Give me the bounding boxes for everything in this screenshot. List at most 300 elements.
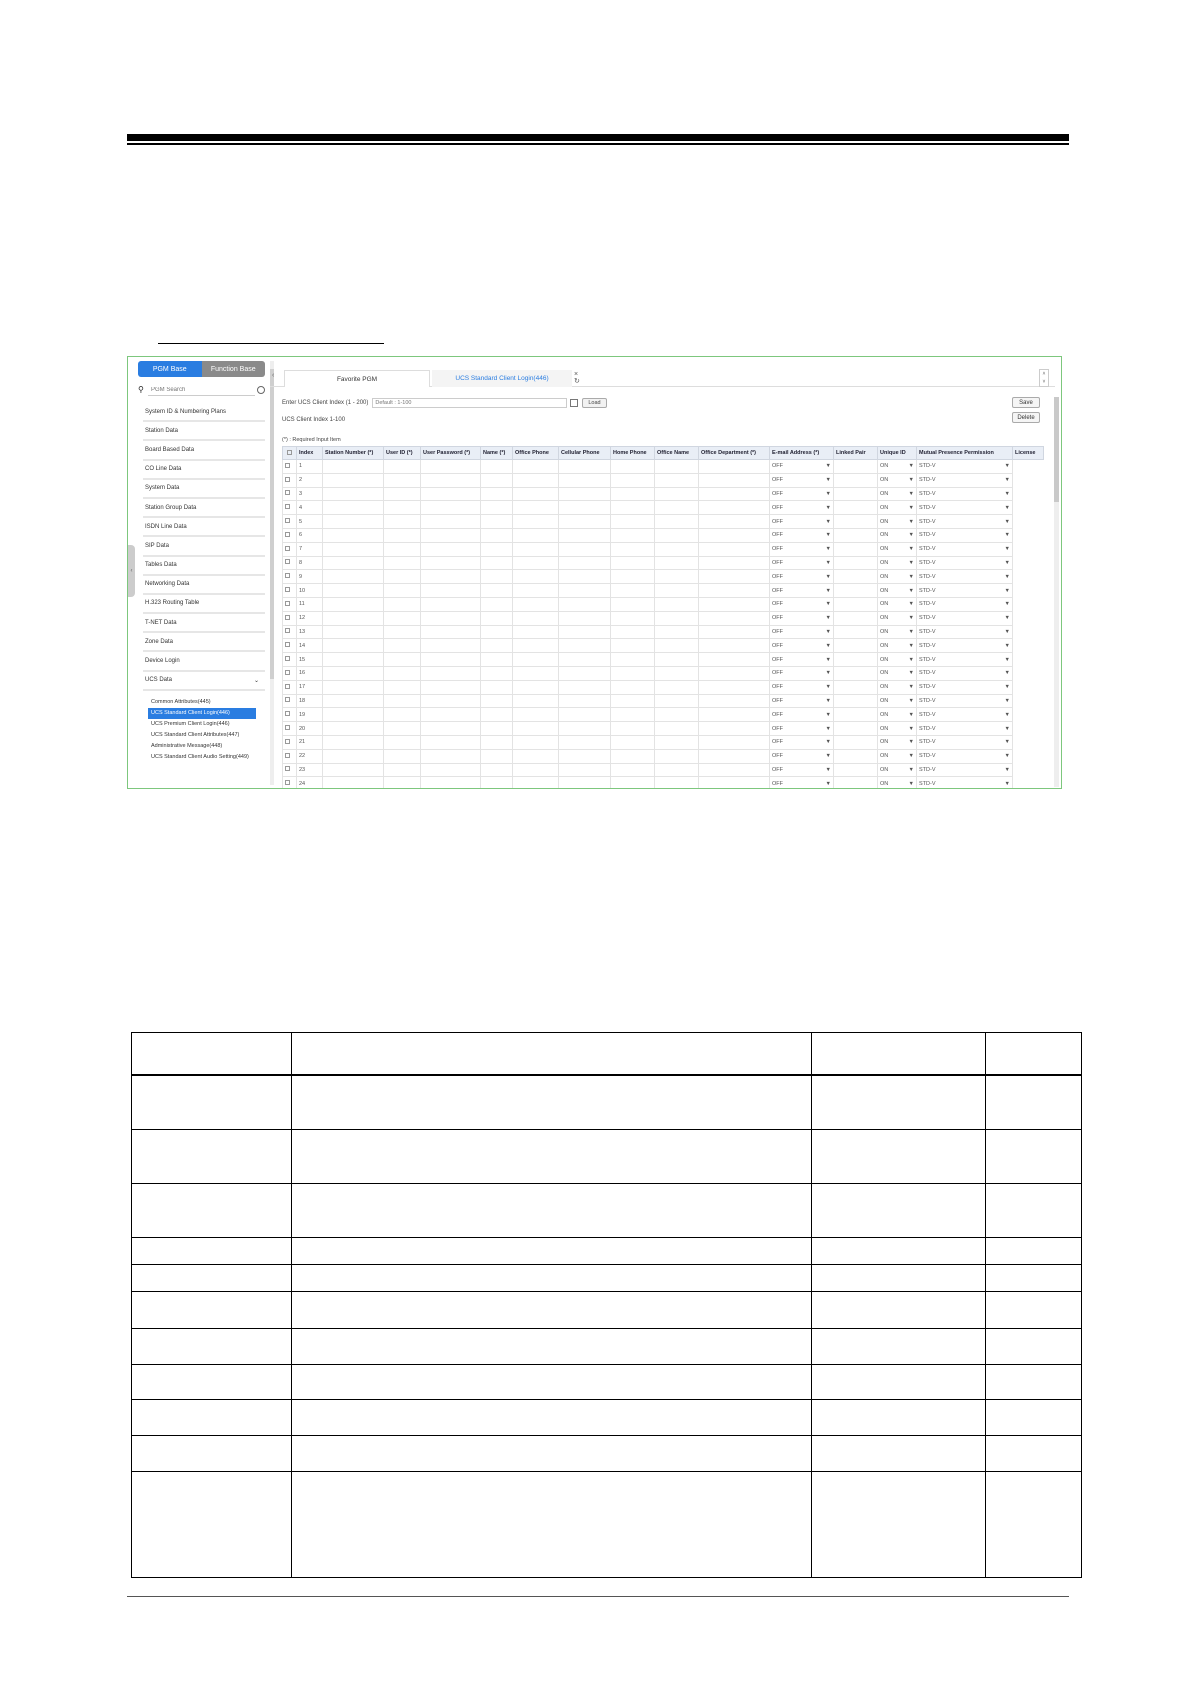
text-cell[interactable] <box>513 556 559 570</box>
sidebar-item-sip-data[interactable]: SIP Data <box>143 537 265 556</box>
text-cell[interactable] <box>611 611 655 625</box>
text-cell[interactable] <box>323 666 384 680</box>
text-cell[interactable] <box>611 501 655 515</box>
sidebar-item-ucs-data[interactable] <box>143 672 265 691</box>
text-cell[interactable] <box>481 487 513 501</box>
main-scrollbar[interactable] <box>1054 397 1059 787</box>
unique-id-cell[interactable] <box>834 777 878 789</box>
unique-id-cell[interactable] <box>834 460 878 474</box>
text-cell[interactable] <box>421 680 481 694</box>
license-select[interactable] <box>917 735 1013 749</box>
text-cell[interactable] <box>559 777 611 789</box>
text-cell[interactable] <box>513 460 559 474</box>
text-cell[interactable] <box>384 777 421 789</box>
row-checkbox[interactable] <box>283 625 297 639</box>
text-cell[interactable] <box>323 597 384 611</box>
text-cell[interactable] <box>513 487 559 501</box>
text-cell[interactable] <box>323 460 384 474</box>
text-cell[interactable] <box>421 694 481 708</box>
text-cell[interactable] <box>655 597 699 611</box>
text-cell[interactable] <box>384 735 421 749</box>
linked-pair-select[interactable] <box>770 473 834 487</box>
license-select[interactable] <box>917 597 1013 611</box>
row-checkbox[interactable] <box>283 460 297 474</box>
text-cell[interactable] <box>611 763 655 777</box>
sidebar-item-board-based-data[interactable]: Board Based Data <box>143 441 265 460</box>
text-cell[interactable] <box>655 639 699 653</box>
license-select[interactable] <box>917 570 1013 584</box>
license-select[interactable] <box>917 680 1013 694</box>
text-cell[interactable] <box>559 680 611 694</box>
mutual-presence-select[interactable] <box>878 708 917 722</box>
text-cell[interactable] <box>611 722 655 736</box>
sidebar-item-tnet-data[interactable]: T-NET Data <box>143 614 265 633</box>
text-cell[interactable] <box>421 708 481 722</box>
linked-pair-select[interactable] <box>770 708 834 722</box>
text-cell[interactable] <box>513 708 559 722</box>
text-cell[interactable] <box>384 487 421 501</box>
text-cell[interactable] <box>481 460 513 474</box>
text-cell[interactable] <box>384 528 421 542</box>
license-select[interactable] <box>917 763 1013 777</box>
text-cell[interactable] <box>655 501 699 515</box>
sidebar-item-networking-data[interactable]: Networking Data <box>143 576 265 595</box>
text-cell[interactable] <box>699 584 770 598</box>
text-cell[interactable] <box>513 722 559 736</box>
unique-id-cell[interactable] <box>834 722 878 736</box>
text-cell[interactable] <box>611 653 655 667</box>
text-cell[interactable] <box>611 473 655 487</box>
text-cell[interactable] <box>611 584 655 598</box>
linked-pair-select[interactable] <box>770 597 834 611</box>
text-cell[interactable] <box>384 763 421 777</box>
linked-pair-select[interactable] <box>770 611 834 625</box>
text-cell[interactable] <box>611 556 655 570</box>
mutual-presence-select[interactable] <box>878 666 917 680</box>
mutual-presence-select[interactable] <box>878 542 917 556</box>
unique-id-cell[interactable] <box>834 763 878 777</box>
text-cell[interactable] <box>421 749 481 763</box>
text-cell[interactable] <box>559 487 611 501</box>
text-cell[interactable] <box>323 722 384 736</box>
text-cell[interactable] <box>611 666 655 680</box>
linked-pair-select[interactable] <box>770 570 834 584</box>
text-cell[interactable] <box>655 722 699 736</box>
text-cell[interactable] <box>384 473 421 487</box>
mutual-presence-select[interactable] <box>878 501 917 515</box>
text-cell[interactable] <box>699 542 770 556</box>
text-cell[interactable] <box>421 584 481 598</box>
text-cell[interactable] <box>481 584 513 598</box>
close-icon[interactable]: × ↻ <box>574 371 580 385</box>
load-button[interactable]: Load <box>582 398 606 408</box>
text-cell[interactable] <box>655 625 699 639</box>
text-cell[interactable] <box>323 473 384 487</box>
text-cell[interactable] <box>513 528 559 542</box>
text-cell[interactable] <box>699 528 770 542</box>
text-cell[interactable] <box>481 735 513 749</box>
unique-id-cell[interactable] <box>834 542 878 556</box>
text-cell[interactable] <box>655 556 699 570</box>
linked-pair-select[interactable] <box>770 694 834 708</box>
text-cell[interactable] <box>699 515 770 529</box>
row-checkbox[interactable] <box>283 473 297 487</box>
text-cell[interactable] <box>384 611 421 625</box>
save-button[interactable]: Save <box>1012 397 1040 408</box>
text-cell[interactable] <box>699 722 770 736</box>
text-cell[interactable] <box>421 528 481 542</box>
text-cell[interactable] <box>513 680 559 694</box>
mutual-presence-select[interactable] <box>878 570 917 584</box>
linked-pair-select[interactable] <box>770 515 834 529</box>
text-cell[interactable] <box>611 694 655 708</box>
text-cell[interactable] <box>655 680 699 694</box>
sidebar-item-co-line-data[interactable]: CO Line Data <box>143 461 265 480</box>
text-cell[interactable] <box>699 570 770 584</box>
row-checkbox[interactable] <box>283 735 297 749</box>
text-cell[interactable] <box>513 666 559 680</box>
submenu-ucs-audio-setting[interactable]: UCS Standard Client Audio Setting(449) <box>151 754 249 760</box>
text-cell[interactable] <box>323 501 384 515</box>
text-cell[interactable] <box>421 611 481 625</box>
text-cell[interactable] <box>611 625 655 639</box>
text-cell[interactable] <box>559 570 611 584</box>
mutual-presence-select[interactable] <box>878 487 917 501</box>
row-checkbox[interactable] <box>283 749 297 763</box>
linked-pair-select[interactable] <box>770 625 834 639</box>
text-cell[interactable] <box>699 501 770 515</box>
text-cell[interactable] <box>513 763 559 777</box>
sidebar-item-system-id[interactable]: System ID & Numbering Plans <box>143 403 265 422</box>
text-cell[interactable] <box>384 542 421 556</box>
sidebar-item-device-login[interactable]: Device Login <box>143 652 265 671</box>
mutual-presence-select[interactable] <box>878 460 917 474</box>
tab-function-base[interactable]: Function Base <box>202 361 266 377</box>
text-cell[interactable] <box>699 653 770 667</box>
text-cell[interactable] <box>323 777 384 789</box>
text-cell[interactable] <box>323 639 384 653</box>
submenu-ucs-standard-attributes[interactable]: UCS Standard Client Attributes(447) <box>151 732 240 738</box>
text-cell[interactable] <box>384 570 421 584</box>
license-select[interactable] <box>917 487 1013 501</box>
text-cell[interactable] <box>611 597 655 611</box>
text-cell[interactable] <box>421 722 481 736</box>
license-select[interactable] <box>917 611 1013 625</box>
text-cell[interactable] <box>421 570 481 584</box>
unique-id-cell[interactable] <box>834 653 878 667</box>
row-checkbox[interactable] <box>283 680 297 694</box>
text-cell[interactable] <box>384 680 421 694</box>
text-cell[interactable] <box>611 487 655 501</box>
text-cell[interactable] <box>699 556 770 570</box>
mutual-presence-select[interactable] <box>878 777 917 789</box>
text-cell[interactable] <box>481 515 513 529</box>
text-cell[interactable] <box>559 639 611 653</box>
text-cell[interactable] <box>323 570 384 584</box>
text-cell[interactable] <box>611 708 655 722</box>
text-cell[interactable] <box>655 515 699 529</box>
text-cell[interactable] <box>611 542 655 556</box>
tab-ucs-standard-login[interactable]: UCS Standard Client Login(446) <box>432 370 572 387</box>
text-cell[interactable] <box>513 777 559 789</box>
sidebar-item-station-data[interactable]: Station Data <box>143 422 265 441</box>
text-cell[interactable] <box>559 515 611 529</box>
mutual-presence-select[interactable] <box>878 625 917 639</box>
text-cell[interactable] <box>481 556 513 570</box>
linked-pair-select[interactable] <box>770 556 834 570</box>
text-cell[interactable] <box>699 473 770 487</box>
chevron-left-icon[interactable]: ‹ <box>272 372 275 379</box>
linked-pair-select[interactable] <box>770 666 834 680</box>
delete-button[interactable]: Delete <box>1012 412 1040 423</box>
license-select[interactable] <box>917 501 1013 515</box>
text-cell[interactable] <box>384 584 421 598</box>
text-cell[interactable] <box>384 749 421 763</box>
mutual-presence-select[interactable] <box>878 694 917 708</box>
text-cell[interactable] <box>384 501 421 515</box>
row-checkbox[interactable] <box>283 722 297 736</box>
text-cell[interactable] <box>559 528 611 542</box>
text-cell[interactable] <box>513 597 559 611</box>
mutual-presence-select[interactable] <box>878 749 917 763</box>
unique-id-cell[interactable] <box>834 515 878 529</box>
sidebar-item-system-data[interactable]: System Data <box>143 480 265 499</box>
submenu-ucs-standard-login[interactable]: UCS Standard Client Login(446) <box>148 708 256 719</box>
unique-id-cell[interactable] <box>834 625 878 639</box>
text-cell[interactable] <box>699 625 770 639</box>
text-cell[interactable] <box>611 639 655 653</box>
text-cell[interactable] <box>513 639 559 653</box>
row-checkbox[interactable] <box>283 487 297 501</box>
linked-pair-select[interactable] <box>770 542 834 556</box>
text-cell[interactable] <box>655 570 699 584</box>
text-cell[interactable] <box>559 542 611 556</box>
mutual-presence-select[interactable] <box>878 680 917 694</box>
text-cell[interactable] <box>384 460 421 474</box>
row-checkbox[interactable] <box>283 708 297 722</box>
text-cell[interactable] <box>323 556 384 570</box>
text-cell[interactable] <box>481 542 513 556</box>
unique-id-cell[interactable] <box>834 570 878 584</box>
text-cell[interactable] <box>323 694 384 708</box>
linked-pair-select[interactable] <box>770 722 834 736</box>
text-cell[interactable] <box>513 749 559 763</box>
text-cell[interactable] <box>559 653 611 667</box>
text-cell[interactable] <box>421 556 481 570</box>
text-cell[interactable] <box>421 777 481 789</box>
text-cell[interactable] <box>481 722 513 736</box>
license-select[interactable] <box>917 722 1013 736</box>
row-checkbox[interactable] <box>283 763 297 777</box>
mutual-presence-select[interactable] <box>878 611 917 625</box>
text-cell[interactable] <box>699 777 770 789</box>
text-cell[interactable] <box>513 735 559 749</box>
row-checkbox[interactable] <box>283 666 297 680</box>
text-cell[interactable] <box>323 653 384 667</box>
text-cell[interactable] <box>481 597 513 611</box>
linked-pair-select[interactable] <box>770 763 834 777</box>
pgm-search-input[interactable] <box>148 385 255 396</box>
linked-pair-select[interactable] <box>770 501 834 515</box>
text-cell[interactable] <box>421 639 481 653</box>
text-cell[interactable] <box>323 542 384 556</box>
text-cell[interactable] <box>481 473 513 487</box>
text-cell[interactable] <box>421 653 481 667</box>
text-cell[interactable] <box>559 611 611 625</box>
text-cell[interactable] <box>481 611 513 625</box>
unique-id-cell[interactable] <box>834 473 878 487</box>
text-cell[interactable] <box>559 556 611 570</box>
text-cell[interactable] <box>655 542 699 556</box>
unique-id-cell[interactable] <box>834 611 878 625</box>
text-cell[interactable] <box>655 666 699 680</box>
text-cell[interactable] <box>384 515 421 529</box>
text-cell[interactable] <box>421 460 481 474</box>
text-cell[interactable] <box>481 680 513 694</box>
license-select[interactable] <box>917 749 1013 763</box>
text-cell[interactable] <box>611 749 655 763</box>
text-cell[interactable] <box>559 473 611 487</box>
text-cell[interactable] <box>699 597 770 611</box>
mutual-presence-select[interactable] <box>878 556 917 570</box>
text-cell[interactable] <box>323 528 384 542</box>
license-select[interactable] <box>917 666 1013 680</box>
mutual-presence-select[interactable] <box>878 584 917 598</box>
submenu-administrative-message[interactable]: Administrative Message(448) <box>151 743 223 749</box>
row-checkbox[interactable] <box>283 611 297 625</box>
linked-pair-select[interactable] <box>770 639 834 653</box>
text-cell[interactable] <box>481 694 513 708</box>
tab-favorite-pgm[interactable]: Favorite PGM <box>284 370 430 387</box>
text-cell[interactable] <box>611 570 655 584</box>
mutual-presence-select[interactable] <box>878 735 917 749</box>
mutual-presence-select[interactable] <box>878 515 917 529</box>
text-cell[interactable] <box>323 735 384 749</box>
select-all-checkbox[interactable] <box>283 447 297 460</box>
text-cell[interactable] <box>421 666 481 680</box>
text-cell[interactable] <box>655 460 699 474</box>
text-cell[interactable] <box>699 694 770 708</box>
text-cell[interactable] <box>384 722 421 736</box>
text-cell[interactable] <box>699 666 770 680</box>
text-cell[interactable] <box>384 653 421 667</box>
text-cell[interactable] <box>513 570 559 584</box>
text-cell[interactable] <box>559 666 611 680</box>
unique-id-cell[interactable] <box>834 749 878 763</box>
text-cell[interactable] <box>421 625 481 639</box>
text-cell[interactable] <box>323 625 384 639</box>
text-cell[interactable] <box>481 653 513 667</box>
license-select[interactable] <box>917 473 1013 487</box>
text-cell[interactable] <box>384 708 421 722</box>
text-cell[interactable] <box>699 460 770 474</box>
text-cell[interactable] <box>323 515 384 529</box>
mutual-presence-select[interactable] <box>878 597 917 611</box>
linked-pair-select[interactable] <box>770 680 834 694</box>
text-cell[interactable] <box>559 708 611 722</box>
sidebar-item-station-group-data[interactable]: Station Group Data <box>143 499 265 518</box>
unique-id-cell[interactable] <box>834 708 878 722</box>
linked-pair-select[interactable] <box>770 777 834 789</box>
sidebar-item-isdn-line-data[interactable]: ISDN Line Data <box>143 518 265 537</box>
text-cell[interactable] <box>421 515 481 529</box>
row-checkbox[interactable] <box>283 777 297 789</box>
linked-pair-select[interactable] <box>770 735 834 749</box>
text-cell[interactable] <box>655 763 699 777</box>
text-cell[interactable] <box>513 515 559 529</box>
text-cell[interactable] <box>699 611 770 625</box>
license-select[interactable] <box>917 556 1013 570</box>
clear-icon[interactable] <box>257 386 265 394</box>
text-cell[interactable] <box>611 735 655 749</box>
text-cell[interactable] <box>513 653 559 667</box>
text-cell[interactable] <box>559 735 611 749</box>
text-cell[interactable] <box>559 763 611 777</box>
collapse-handle[interactable]: ‹ <box>128 545 135 597</box>
text-cell[interactable] <box>421 487 481 501</box>
text-cell[interactable] <box>655 611 699 625</box>
text-cell[interactable] <box>323 763 384 777</box>
linked-pair-select[interactable] <box>770 653 834 667</box>
text-cell[interactable] <box>513 694 559 708</box>
license-select[interactable] <box>917 528 1013 542</box>
text-cell[interactable] <box>699 487 770 501</box>
text-cell[interactable] <box>655 694 699 708</box>
row-checkbox[interactable] <box>283 501 297 515</box>
text-cell[interactable] <box>481 708 513 722</box>
row-checkbox[interactable] <box>283 694 297 708</box>
text-cell[interactable] <box>481 763 513 777</box>
text-cell[interactable] <box>611 777 655 789</box>
text-cell[interactable] <box>611 528 655 542</box>
text-cell[interactable] <box>611 680 655 694</box>
text-cell[interactable] <box>559 625 611 639</box>
row-checkbox[interactable] <box>283 556 297 570</box>
unique-id-cell[interactable] <box>834 584 878 598</box>
linked-pair-select[interactable] <box>770 584 834 598</box>
text-cell[interactable] <box>384 694 421 708</box>
license-select[interactable] <box>917 708 1013 722</box>
text-cell[interactable] <box>513 501 559 515</box>
tab-pgm-base[interactable]: PGM Base <box>138 361 202 377</box>
linked-pair-select[interactable] <box>770 487 834 501</box>
tab-scroll-control[interactable]: ˄ ˅ <box>1039 369 1049 387</box>
text-cell[interactable] <box>421 501 481 515</box>
row-checkbox[interactable] <box>283 542 297 556</box>
unique-id-cell[interactable] <box>834 639 878 653</box>
text-cell[interactable] <box>384 666 421 680</box>
text-cell[interactable] <box>421 735 481 749</box>
mutual-presence-select[interactable] <box>878 653 917 667</box>
linked-pair-select[interactable] <box>770 749 834 763</box>
row-checkbox[interactable] <box>283 597 297 611</box>
text-cell[interactable] <box>481 501 513 515</box>
text-cell[interactable] <box>481 625 513 639</box>
text-cell[interactable] <box>559 501 611 515</box>
sidebar-item-h323-routing[interactable]: H.323 Routing Table <box>143 595 265 614</box>
license-select[interactable] <box>917 542 1013 556</box>
row-checkbox[interactable] <box>283 570 297 584</box>
text-cell[interactable] <box>513 611 559 625</box>
text-cell[interactable] <box>481 570 513 584</box>
text-cell[interactable] <box>513 625 559 639</box>
index-input[interactable] <box>372 398 567 408</box>
main-scroll-thumb[interactable] <box>1054 397 1059 502</box>
license-select[interactable] <box>917 639 1013 653</box>
text-cell[interactable] <box>513 542 559 556</box>
text-cell[interactable] <box>481 639 513 653</box>
text-cell[interactable] <box>655 708 699 722</box>
